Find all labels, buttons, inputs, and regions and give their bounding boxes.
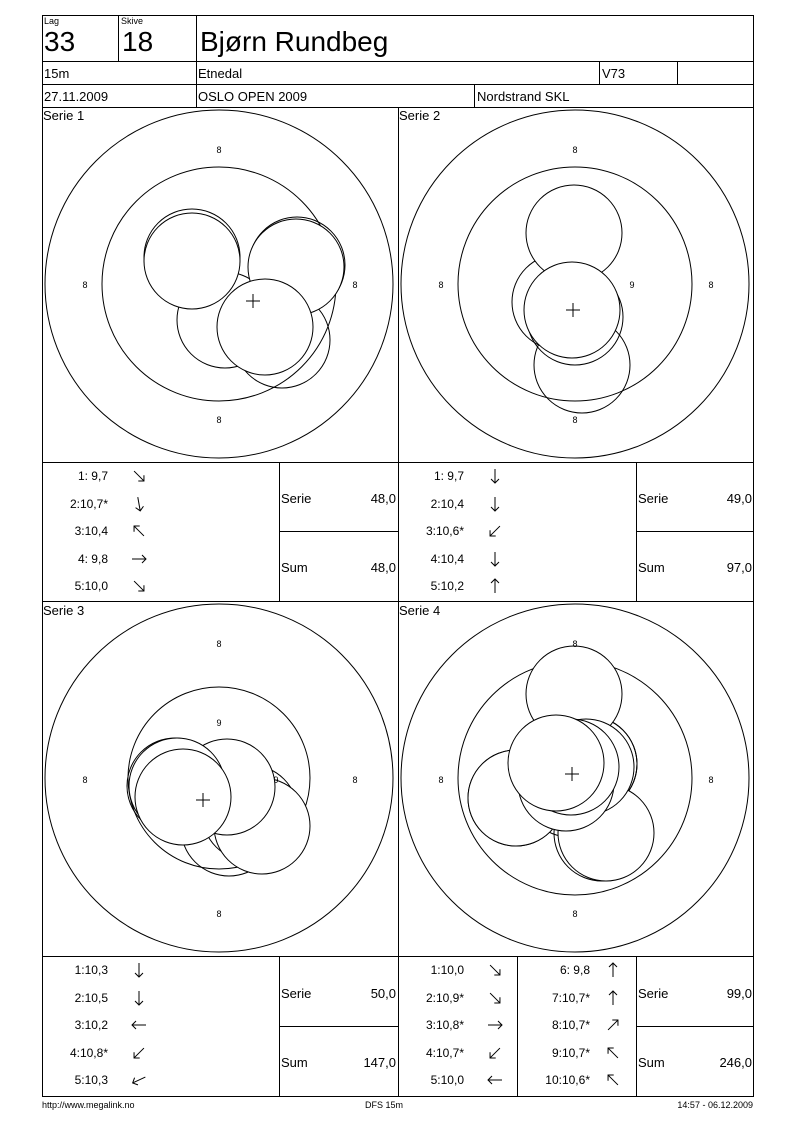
ring-label: 9 xyxy=(273,775,279,785)
serie-2-title: Serie 2 xyxy=(399,108,441,123)
serie-1-target xyxy=(42,107,398,462)
direction-arrow-icon xyxy=(130,522,148,540)
serie-4-target xyxy=(398,601,754,956)
direction-arrow-icon xyxy=(604,1016,622,1034)
shot-entry xyxy=(406,991,464,1005)
shot-score: 5:10,3 xyxy=(74,1073,108,1087)
serie-4-sum-value: 246,0 xyxy=(719,1055,752,1070)
serie-1-serie-label: Serie xyxy=(281,491,312,506)
direction-arrow-icon xyxy=(130,577,148,595)
direction-arrow-icon xyxy=(486,550,504,568)
direction-arrow-icon xyxy=(130,989,148,1007)
lag-value: 33 xyxy=(44,26,76,57)
ring-label: 8 xyxy=(216,415,222,425)
shot-score: 8:10,7* xyxy=(551,1018,590,1032)
serie-4-title: Serie 4 xyxy=(399,603,441,618)
shot-score: 2:10,7* xyxy=(69,496,108,511)
direction-arrow-icon xyxy=(130,467,148,485)
shot-entry xyxy=(406,1046,464,1060)
shot-score: 3:10,4 xyxy=(74,524,108,538)
ring-label: 8 xyxy=(438,280,444,290)
shot-score: 9:10,7* xyxy=(551,1045,590,1060)
shot-score: 3:10,2 xyxy=(74,1018,108,1032)
footer-system: DFS 15m xyxy=(365,1100,404,1110)
shot-score: 1: 9,7 xyxy=(77,469,108,483)
direction-arrow-icon xyxy=(486,961,504,979)
shot-entry xyxy=(406,579,464,593)
shot-score: 2:10,9* xyxy=(425,990,464,1005)
shot-entry xyxy=(406,497,464,511)
shot-hole xyxy=(144,213,240,309)
shot-entry xyxy=(406,552,464,566)
direction-arrow-icon xyxy=(486,1071,504,1089)
serie-1-serie-value: 48,0 xyxy=(370,491,396,506)
serie-2-target xyxy=(398,107,754,462)
ring-label: 9 xyxy=(629,280,635,290)
direction-arrow-icon xyxy=(486,522,504,540)
ring-label: 8 xyxy=(438,775,444,785)
shot-entry xyxy=(50,497,108,511)
footer-timestamp: 14:57 - 06.12.2009 xyxy=(677,1100,753,1110)
shot-entry xyxy=(50,469,108,483)
direction-arrow-icon xyxy=(486,989,504,1007)
shot-entry xyxy=(520,991,590,1005)
ring-label: 8 xyxy=(572,639,578,649)
serie-1-sum-label: Sum xyxy=(281,560,308,575)
direction-arrow-icon xyxy=(604,1044,622,1062)
shot-score: 3:10,6* xyxy=(425,524,464,538)
shot-entry xyxy=(520,1018,590,1032)
direction-arrow-icon xyxy=(486,1044,504,1062)
distance: 15m xyxy=(44,66,70,81)
ring-label: 8 xyxy=(216,909,222,919)
ring-label: 8 xyxy=(352,775,358,785)
competition: OSLO OPEN 2009 xyxy=(198,89,308,104)
shot-entry xyxy=(520,1073,590,1087)
shot-entry xyxy=(406,963,464,977)
serie-3-title: Serie 3 xyxy=(43,603,85,618)
shooter-name: Bjørn Rundbeg xyxy=(200,26,389,57)
ring-label: 8 xyxy=(572,909,578,919)
shot-entry xyxy=(520,1046,590,1060)
shot-score: 4:10,7* xyxy=(425,1045,464,1060)
serie-2-sum-label: Sum xyxy=(638,560,665,575)
shot-score: 5:10,2 xyxy=(430,579,464,593)
serie-3-sum-value: 147,0 xyxy=(363,1055,396,1070)
lag-label: Lag xyxy=(44,16,60,26)
shot-entry xyxy=(50,524,108,538)
direction-arrow-icon xyxy=(486,1016,504,1034)
class: V73 xyxy=(602,66,626,81)
serie-2-serie-label: Serie xyxy=(638,491,669,506)
shot-entry xyxy=(50,1046,108,1060)
shot-entry xyxy=(520,963,590,977)
shot-hole xyxy=(217,279,313,375)
ring-label: 8 xyxy=(572,145,578,155)
direction-arrow-icon xyxy=(486,577,504,595)
shot-entry xyxy=(406,1018,464,1032)
club: Etnedal xyxy=(198,66,243,81)
serie-3-serie-value: 50,0 xyxy=(370,986,396,1001)
serie-4-serie-value: 99,0 xyxy=(726,986,752,1001)
shot-entry xyxy=(50,1018,108,1032)
shot-entry xyxy=(50,1073,108,1087)
shot-score: 10:10,6* xyxy=(545,1073,590,1087)
shot-entry xyxy=(50,579,108,593)
ring-label: 8 xyxy=(572,415,578,425)
shot-entry xyxy=(50,552,108,566)
serie-4-sum-label: Sum xyxy=(638,1055,665,1070)
direction-arrow-icon xyxy=(604,961,622,979)
shot-entry xyxy=(406,1073,464,1087)
shot-score: 6: 9,8 xyxy=(559,963,590,977)
ring-label: 8 xyxy=(352,280,358,290)
direction-arrow-icon xyxy=(130,961,148,979)
serie-1-title: Serie 1 xyxy=(43,108,85,123)
shot-score: 2:10,4 xyxy=(430,496,464,511)
shot-score: 2:10,5 xyxy=(74,990,108,1005)
shot-score: 1:10,3 xyxy=(74,963,108,977)
ring-label: 8 xyxy=(82,280,88,290)
shot-score: 4:10,4 xyxy=(430,551,464,566)
shot-entry xyxy=(50,991,108,1005)
serie-3-serie-label: Serie xyxy=(281,986,312,1001)
shot-score: 4:10,8* xyxy=(69,1045,108,1060)
direction-arrow-icon xyxy=(130,1044,148,1062)
ring-label: 8 xyxy=(708,775,714,785)
shot-score: 1: 9,7 xyxy=(433,469,464,483)
footer-url: http://www.megalink.no xyxy=(42,1100,135,1110)
direction-arrow-icon xyxy=(130,495,148,513)
shot-score: 4: 9,8 xyxy=(77,551,108,566)
shot-score: 1:10,0 xyxy=(430,963,464,977)
shot-entry xyxy=(406,469,464,483)
organizer: Nordstrand SKL xyxy=(477,89,570,104)
shot-score: 3:10,8* xyxy=(425,1018,464,1032)
ring-label: 8 xyxy=(216,145,222,155)
ring-label: 9 xyxy=(216,718,222,728)
ring-label: 8 xyxy=(708,280,714,290)
ring-label: 8 xyxy=(216,639,222,649)
serie-3-target xyxy=(42,601,398,956)
shot-entry xyxy=(406,524,464,538)
serie-2-serie-value: 49,0 xyxy=(726,491,752,506)
skive-value: 18 xyxy=(122,26,154,57)
ring-label: 8 xyxy=(82,775,88,785)
shot-score: 5:10,0 xyxy=(74,579,108,593)
direction-arrow-icon xyxy=(130,550,148,568)
shot-entry xyxy=(50,963,108,977)
serie-2-sum-value: 97,0 xyxy=(726,560,752,575)
direction-arrow-icon xyxy=(604,989,622,1007)
direction-arrow-icon xyxy=(130,1016,148,1034)
date: 27.11.2009 xyxy=(44,89,109,104)
direction-arrow-icon xyxy=(130,1071,148,1089)
direction-arrow-icon xyxy=(486,467,504,485)
serie-1-sum-value: 48,0 xyxy=(370,560,396,575)
serie-4-serie-label: Serie xyxy=(638,986,669,1001)
direction-arrow-icon xyxy=(486,495,504,513)
shot-score: 5:10,0 xyxy=(430,1073,464,1087)
serie-3-sum-label: Sum xyxy=(281,1055,308,1070)
skive-label: Skive xyxy=(121,16,144,26)
direction-arrow-icon xyxy=(604,1071,622,1089)
shot-score: 7:10,7* xyxy=(551,990,590,1005)
